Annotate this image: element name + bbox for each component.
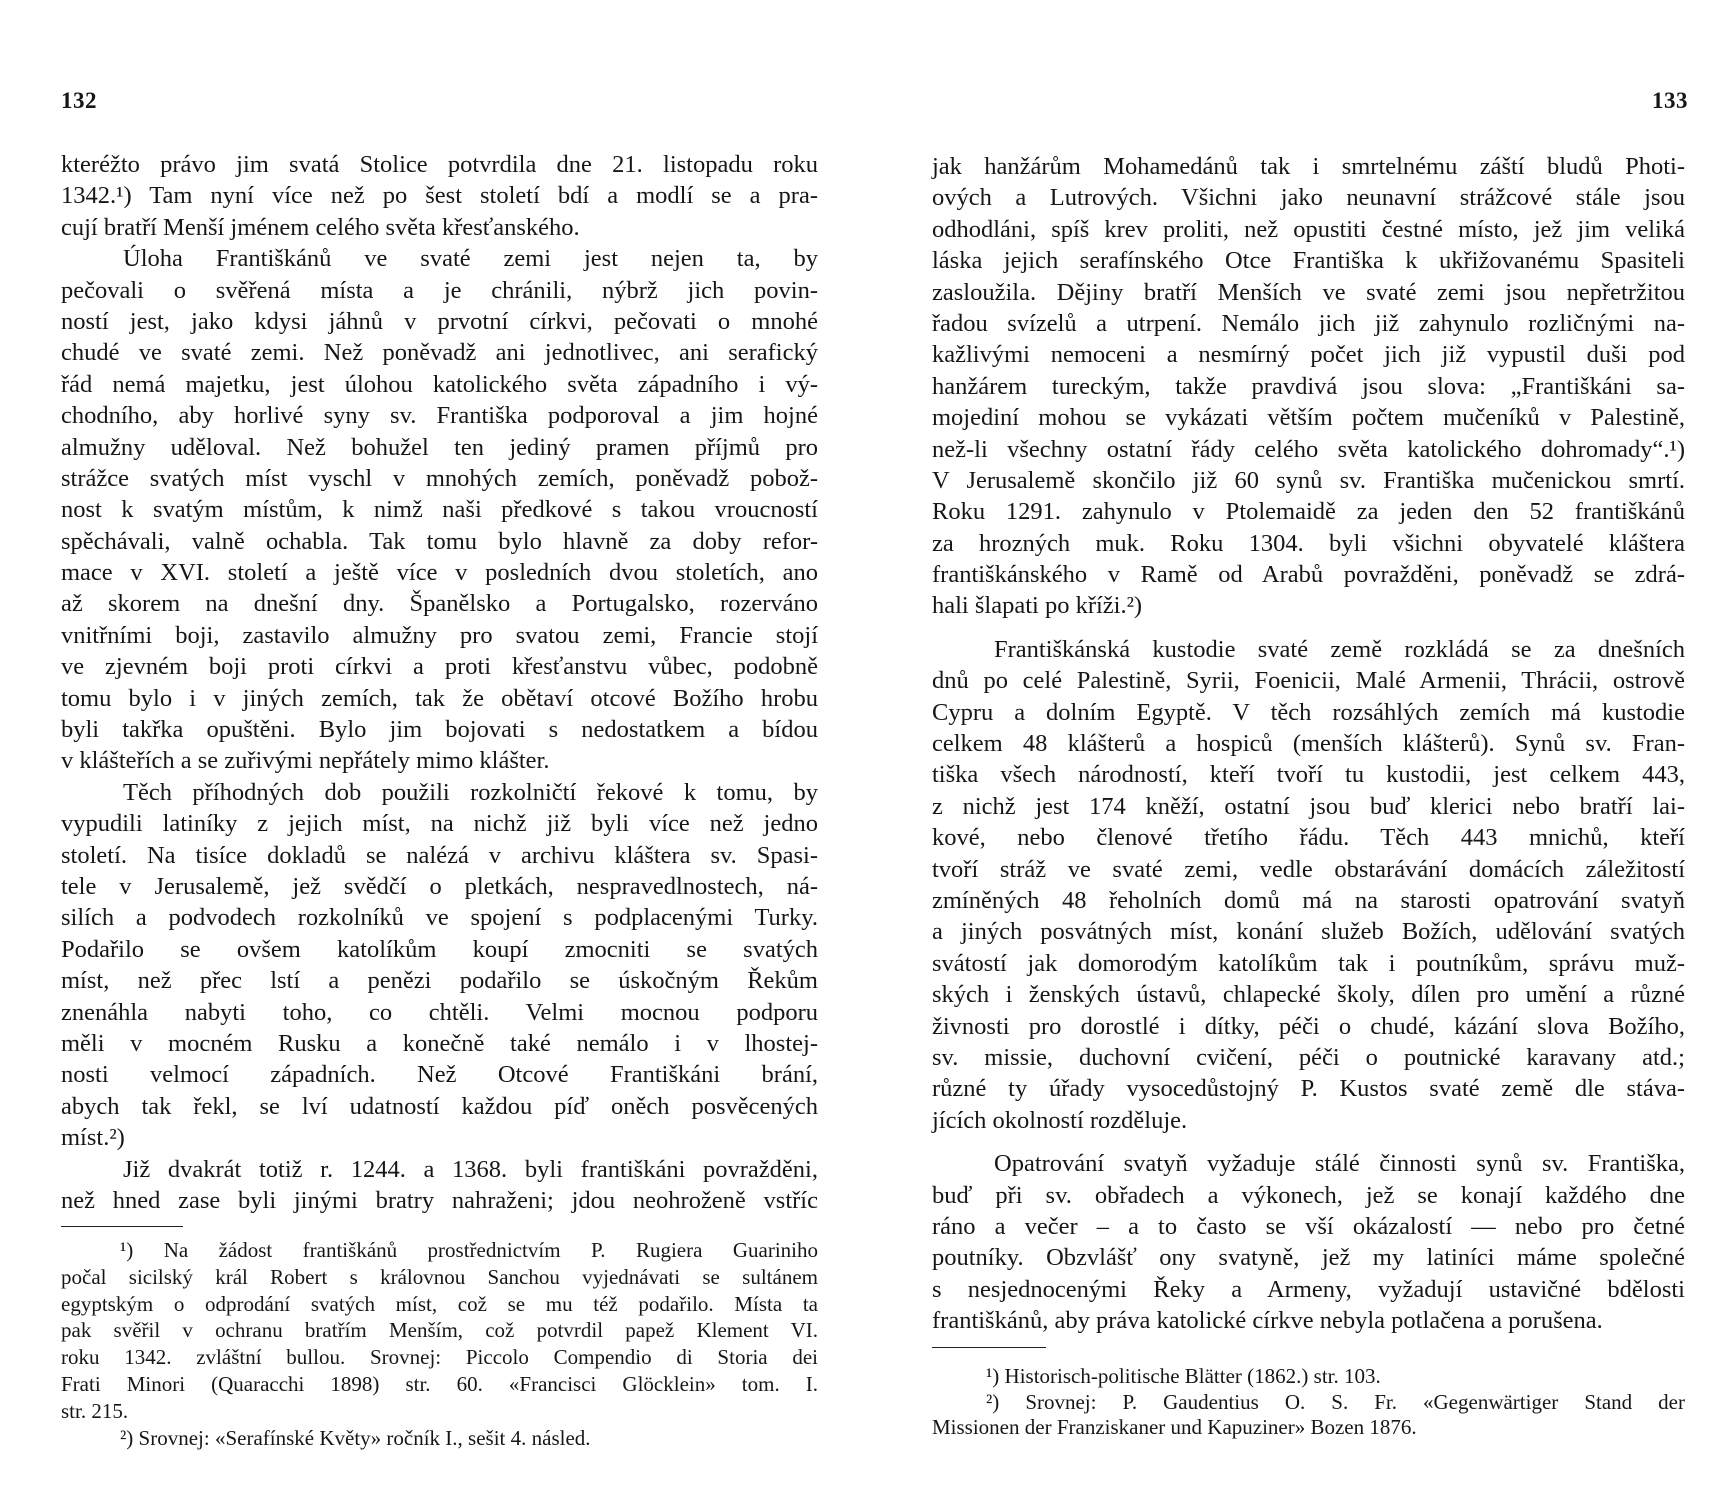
text-line: než hned zase byli jinými bratry nahraženi; jdou neohroženě vstříc (61, 1186, 818, 1214)
footnote-line: ¹) Na žádost františkánů prostřednictvím P. Rugiera Guariniho (120, 1238, 818, 1262)
footnote (61, 1425, 818, 1452)
text-line: chodního, aby horlivé syny sv. Františka podporoval a jim hojné (61, 402, 818, 430)
text-line: byli takřka opuštěni. Bylo jim bojovati s nedostatkem a bídou (61, 716, 818, 744)
text-line: chudé ve svaté zemi. Než poněvadž ani jednotlivec, ani serafický (61, 339, 818, 367)
text-line: dnů po celé Palestině, Syrii, Foenicii, Malé Armenii, Thrácii, ostrově (932, 667, 1685, 695)
text-line: ností jest, jako kdysi jáhnů v prvotní církvi, pečovati o mnohé (61, 307, 818, 335)
text-line: nosti velmocí západních. Než Otcové Františkáni brání, (61, 1061, 818, 1089)
right-page-body (932, 151, 1685, 1336)
text-line: svátostí jak domorodým katolíkům tak i poutníkům, správu muž- (932, 949, 1685, 977)
text-line: zasloužila. Dějiny bratří Menších ve svaté zemi jsou nepřetržitou (932, 278, 1685, 306)
text-line: řadou svízelů a utrpení. Nemálo jich již zahynulo rozličnými na- (932, 309, 1685, 337)
paragraph (61, 777, 818, 1154)
text-line: století. Na tisíce dokladů se nalézá v archivu kláštera sv. Spasi- (61, 841, 818, 869)
footnote-line: Missionen der Franziskaner und Kapuziner» Bozen 1876. (932, 1415, 1417, 1439)
text-line: tvoří stráž ve svaté zemi, vedle obstarávání domácích záležitostí (932, 855, 1685, 883)
text-line: tiška všech národností, kteří tvoří tu kustodii, jest celkem 443, (932, 761, 1685, 789)
text-line: než-li všechny ostatní řády celého světa katolického dohromady“.¹) (932, 435, 1685, 463)
text-line: znenáhla nabyti toho, co chtěli. Velmi mocnou podporu (61, 998, 818, 1026)
text-line: měli v mocném Rusku a konečně také nemálo i v lhostej- (61, 1029, 818, 1057)
footnote-line: ²) Srovnej: «Serafínské Květy» ročník I., sešit 4. násled. (120, 1425, 591, 1450)
text-line: spěchávali, valně ochabla. Tak tomu bylo hlavně za doby refor- (61, 527, 818, 555)
footnote-line: ¹) Historisch-politische Blätter (1862.) str. 103. (986, 1364, 1381, 1388)
footnote (932, 1364, 1685, 1390)
text-line: Úloha Františkánů ve svaté zemi jest nejen ta, by (123, 245, 818, 273)
text-line: nost k svatým místům, k nimž naši předkové s takou vroucností (61, 496, 818, 524)
text-line: abych tak řekl, se lví udatností každou píď oněch posvěcených (61, 1092, 818, 1120)
right-page-footnotes (932, 1364, 1685, 1441)
text-line: ských i ženských ústavů, chlapecké školy, dílen pro umění a různé (932, 981, 1685, 1009)
text-line: z nichž jest 174 kněží, ostatní jsou buď klerici nebo bratří lai- (932, 792, 1685, 820)
paragraph (932, 1148, 1685, 1336)
text-line: tele v Jerusalemě, jež svědčí o pletkách, nespravedlnostech, ná- (61, 872, 818, 900)
text-line: hanžárem tureckým, takže pravdivá jsou slova: „Františkáni sa- (932, 372, 1685, 400)
text-line: hali šlapati po kříži.²) (932, 592, 1143, 620)
text-line: v klášteřích a se zuřivými nepřátely mimo klášter. (61, 747, 550, 775)
footnote (932, 1390, 1685, 1441)
text-line: Roku 1291. zahynulo v Ptolemaidě za jeden den 52 františkánů (932, 498, 1685, 526)
text-line: celkem 48 klášterů a hospiců (menších klášterů). Synů sv. Fran- (932, 730, 1685, 758)
text-line: Opatrování svatyň vyžaduje stálé činnosti synů sv. Františka, (994, 1150, 1685, 1178)
footnote (61, 1237, 818, 1425)
text-line: V Jerusalemě skončilo již 60 synů sv. Františka mučenickou smrtí. (932, 466, 1685, 494)
paragraph (61, 1154, 818, 1217)
paragraph (61, 243, 818, 777)
text-line: Františkánská kustodie svaté země rozkládá se za dnešních (994, 635, 1685, 663)
footnote-line: egyptským o odprodání svatých míst, což se mu též podařilo. Místa ta (61, 1291, 818, 1316)
text-line: kažlivými nemoceni a nesmírný počet jich již vypustil duši pod (932, 341, 1685, 369)
text-line: pečovali o svěřená místa a je chránili, nýbrž jich povin- (61, 276, 818, 304)
text-line: za hrozných muk. Roku 1304. byli všichni obyvatelé kláštera (932, 529, 1685, 557)
text-line: ových a Lutrových. Všichni jako neunavní strážcové stále jsou (932, 184, 1685, 212)
text-line: láska jejich serafínského Otce Františka k ukřižovanému Spasiteli (932, 247, 1685, 275)
text-line: ráno a večer – a to často se vší okázalostí — nebo pro četné (932, 1212, 1685, 1240)
text-line: Cypru a dolním Egyptě. V těch rozsáhlých zemích má kustodie (932, 698, 1685, 726)
page-number-left: 132 (61, 88, 97, 113)
text-line: almužny uděloval. Než bohužel ten jediný pramen příjmů pro (61, 433, 818, 461)
text-line: jak hanžárům Mohamedánů tak i smrtelnému záští bludů Photi- (932, 153, 1685, 180)
text-line: 1342.¹) Tam nyní více než po šest století bdí a modlí se a pra- (61, 182, 818, 210)
text-line: vypudili latiníky z jejich míst, na nichž již byli více než jedno (61, 810, 818, 838)
text-line: ve zjevném boji proti církvi a proti křesťanstvu vůbec, podobně (61, 653, 818, 681)
text-line: mojediní mohou se vykázati větším počtem mučeníků v Palestině, (932, 404, 1685, 432)
text-line: františkánského v Ramě od Arabů povražděni, poněvadž se zdrá- (932, 561, 1685, 589)
text-line: Již dvakrát totiž r. 1244. a 1368. byli františkáni povražděni, (123, 1155, 818, 1183)
text-line: různé ty úřady vysocedůstojný P. Kustos svaté země dle stáva- (932, 1075, 1685, 1103)
footnote-separator-right (932, 1347, 1046, 1348)
left-page-body (61, 149, 818, 1216)
text-line: vnitřními boji, zastavilo almužny pro svatou zemi, Francie stojí (61, 621, 818, 649)
text-line: míst.²) (61, 1124, 125, 1152)
text-line: odhodláni, spíš krev proliti, než opustiti čestné místo, jež jim veliká (932, 215, 1685, 243)
text-line: tomu bylo i v jiných zemích, tak že obětaví otcové Božího hrobu (61, 684, 818, 712)
text-line: františkánů, aby práva katolické církve nebyla potlačena a porušena. (932, 1307, 1603, 1335)
text-line: jících okolností rozděluje. (932, 1106, 1188, 1134)
paragraph (932, 151, 1685, 622)
text-line: sv. missie, duchovní cvičení, péči o poutnické karavany atd.; (932, 1043, 1685, 1071)
text-line: cují bratří Menší jménem celého světa křesťanského. (61, 213, 580, 241)
text-line: mace v XVI. století a ještě více v posledních dvou stoletích, ano (61, 559, 818, 587)
text-line: živnosti pro dorostlé i dítky, péči o chudé, kázání slova Božího, (932, 1012, 1685, 1040)
text-line: řád nemá majetku, jest úlohou katolického světa západního i vý- (61, 370, 818, 398)
footnote-separator-left (61, 1226, 183, 1227)
footnote-line: Frati Minori (Quaracchi 1898) str. 60. «Francisci Glöcklein» tom. I. (61, 1371, 818, 1396)
text-line: kteréžto právo jim svatá Stolice potvrdila dne 21. listopadu roku (61, 151, 818, 178)
page-number-right: 133 (1652, 88, 1688, 113)
text-line: míst, než přec lstí a penězi podařilo se úskočným Řekům (61, 967, 818, 995)
text-line: s nesjednocenými Řeky a Armeny, vyžadují ustavičné bdělosti (932, 1275, 1685, 1303)
text-line: a jiných posvátných míst, konání služeb Božích, udělování svatých (932, 918, 1685, 946)
text-line: zmíněných 48 řeholních domů má na starosti opatrování svatyň (932, 886, 1685, 914)
text-line: Těch příhodných dob použili rozkolničtí řekové k tomu, by (123, 778, 818, 806)
footnote-line: pak svěřil v ochranu bratřím Menším, což potvrdil papež Klement VI. (61, 1318, 818, 1343)
text-line: silích a podvodech rozkolníků ve spojení s podplacenými Turky. (61, 904, 818, 932)
footnote-line: str. 215. (61, 1398, 129, 1423)
footnote-line: počal sicilský král Robert s královnou Sanchou vyjednávati se sultánem (61, 1264, 818, 1289)
footnote-line: ²) Srovnej: P. Gaudentius O. S. Fr. «Gegenwärtiger Stand der (986, 1389, 1685, 1414)
text-line: strážce svatých míst vyschl v mnohých zemích, poněvadž pobož- (61, 464, 818, 492)
text-line: poutníky. Obzvlášť ony svatyně, jež my latiníci máme společné (932, 1244, 1685, 1272)
footnote-line: roku 1342. zvláštní bullou. Srovnej: Piccolo Compendio di Storia dei (61, 1345, 818, 1370)
left-page-footnotes (61, 1237, 818, 1451)
paragraph (61, 149, 818, 243)
text-line: Podařilo se ovšem katolíkům koupí zmocniti se svatých (61, 935, 818, 963)
text-line: až skorem na dnešní dny. Španělsko a Portugalsko, rozerváno (61, 590, 818, 618)
text-line: kové, nebo členové třetího řádu. Těch 443 mnichů, kteří (932, 824, 1685, 852)
paragraph (932, 634, 1685, 1136)
text-line: buď při sv. obřadech a výkonech, jež se konají každého dne (932, 1181, 1685, 1209)
